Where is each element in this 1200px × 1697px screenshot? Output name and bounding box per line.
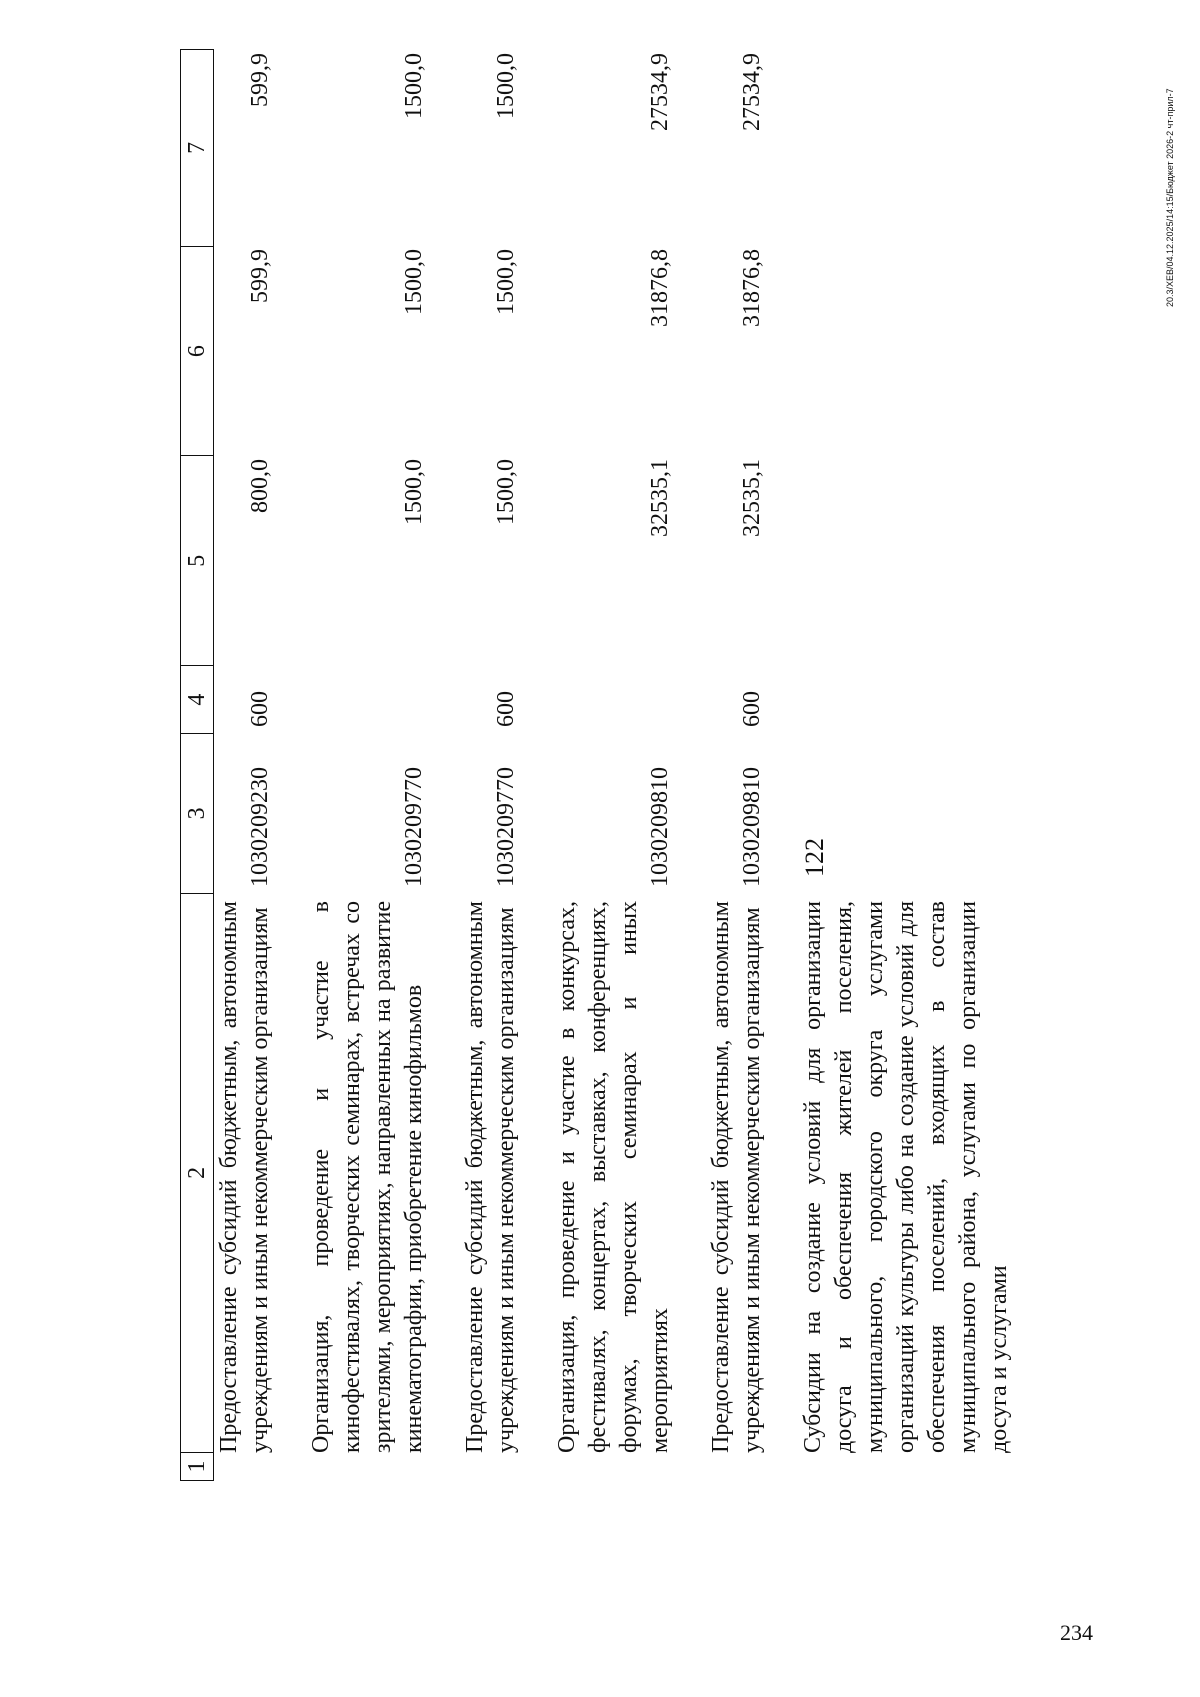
row-code: 1030209770 xyxy=(493,767,519,887)
row-value-6: 1500,0 xyxy=(401,249,427,315)
row-value-5: 32535,1 xyxy=(647,459,673,537)
header-col-6: 6 xyxy=(181,246,213,456)
row-value-5: 800,0 xyxy=(247,459,273,513)
header-col-2: 2 xyxy=(181,893,213,1452)
row-kvr: 600 xyxy=(739,691,765,727)
row-value-7: 1500,0 xyxy=(401,53,427,119)
table-row xyxy=(460,49,522,1481)
header-col-4: 4 xyxy=(181,665,213,733)
row-name: Предоставление субсидий бюджетным, автономным учреждениям и иным некоммерческим организациям xyxy=(462,901,519,1453)
row-name: Организация, проведение и участие в конкурсах, фестивалях, концертах, выставках, конференциях, форумах, творческих семинарах и иных мероприятиях xyxy=(554,901,673,1453)
row-kvr: 600 xyxy=(493,691,519,727)
header-col-1: 1 xyxy=(181,1452,213,1480)
row-value-5: 1500,0 xyxy=(401,459,427,525)
row-value-6: 31876,8 xyxy=(647,249,673,327)
table-row xyxy=(552,49,676,1481)
header-col-5: 5 xyxy=(181,455,213,665)
row-value-7: 599,9 xyxy=(247,53,273,107)
page-number: 122 xyxy=(800,838,829,877)
header-col-3: 3 xyxy=(181,733,213,893)
row-value-6: 1500,0 xyxy=(493,249,519,315)
row-code: 1030209230 xyxy=(247,767,273,887)
budget-table xyxy=(180,49,1045,1481)
row-name: Предоставление субсидий бюджетным, автономным учреждениям и иным некоммерческим организациям xyxy=(708,901,765,1453)
row-value-7: 27534,9 xyxy=(647,53,673,131)
row-code: 1030209810 xyxy=(739,767,765,887)
header-col-7: 7 xyxy=(183,141,210,154)
table-header xyxy=(180,49,214,1481)
row-code: 1030209810 xyxy=(647,767,673,887)
table-row xyxy=(214,49,276,1481)
row-name: Субсидии на создание условий для организации досуга и обеспечения жителей поселения, муниципального, городского округа услугами организаций культуры либо на создание условий для обеспечения поселений, входящих в состав муниципального района, услугами по организации досуга и услугами xyxy=(800,901,1012,1453)
row-value-5: 1500,0 xyxy=(493,459,519,525)
table-row xyxy=(798,49,1015,1481)
row-value-6: 31876,8 xyxy=(739,249,765,327)
row-value-6: 599,9 xyxy=(247,249,273,303)
table-row xyxy=(706,49,768,1481)
row-value-7: 27534,9 xyxy=(739,53,765,131)
footer-meta: 20.3/ХЕВ/04.12.2025/14:15/Бюджет 2026-2 чт-прил-7 xyxy=(1165,88,1175,307)
row-code: 1030209770 xyxy=(401,767,427,887)
row-name: Организация, проведение и участие в кинофестивалях, творческих семинарах, встречах со зрителями, мероприятиях, направленных на развитие кинематографии, приобретение кинофильмов xyxy=(308,901,427,1453)
row-value-5: 32535,1 xyxy=(739,459,765,537)
table-row xyxy=(306,49,430,1481)
row-kvr: 600 xyxy=(247,691,273,727)
row-name: Предоставление субсидий бюджетным, автономным учреждениям и иным некоммерческим организациям xyxy=(216,901,273,1453)
sheet-number: 234 xyxy=(1060,1620,1093,1645)
row-value-7: 1500,0 xyxy=(493,53,519,119)
